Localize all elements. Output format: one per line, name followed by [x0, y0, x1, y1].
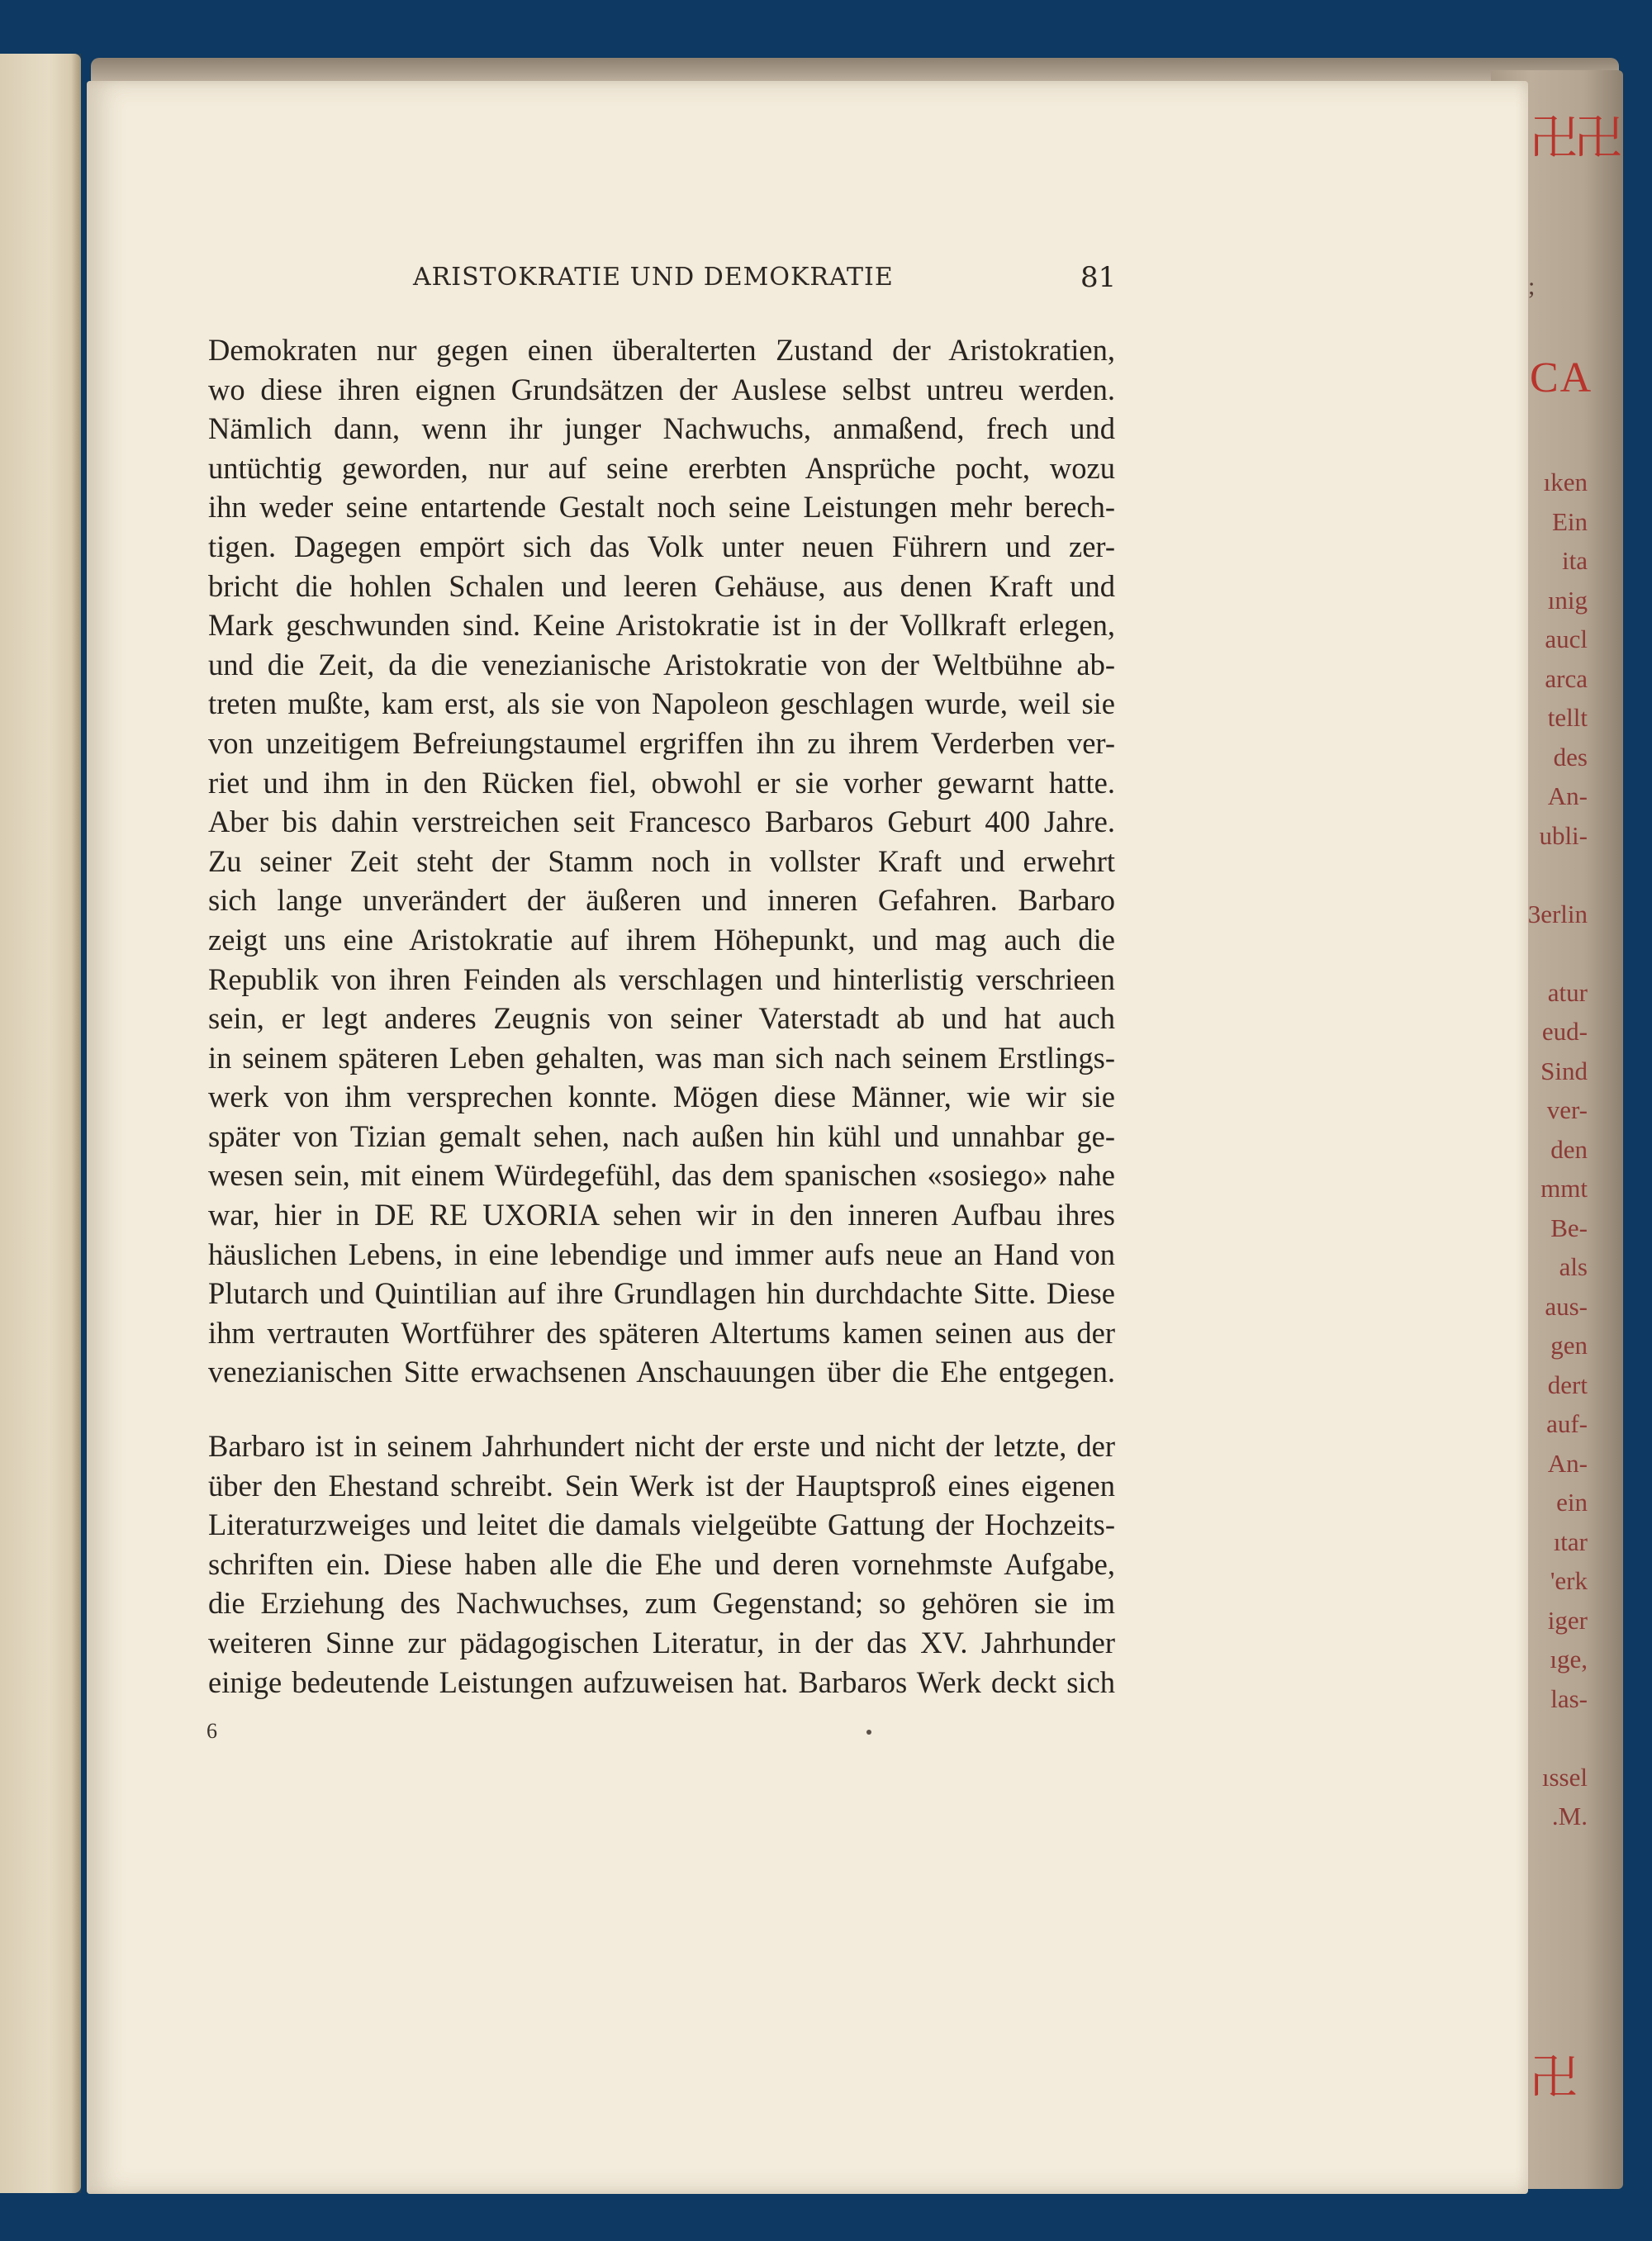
jacket-text-line: iger: [1547, 1605, 1588, 1635]
text-line: ihm vertrauten Wortführer des späteren Altertums kamen seinen aus der: [208, 1315, 1115, 1350]
jacket-text-line: mmt: [1540, 1174, 1588, 1203]
text-line: und die Zeit, da die venezianische Aristokratie von der Weltbühne ab-: [208, 647, 1115, 681]
text-line: treten mußte, kam erst, als sie von Napoleon geschlagen wurde, weil sie: [208, 686, 1115, 721]
jacket-text-line: als: [1559, 1252, 1588, 1281]
text-line: wesen sein, mit einem Würdegefühl, das dem spanischen «sosiego» nahe: [208, 1158, 1115, 1193]
left-page-edge: [0, 54, 81, 2193]
jacket-text-line: ita: [1562, 546, 1588, 575]
text-line: tigen. Dagegen empört sich das Volk unter neuen Führern und zer-: [208, 529, 1115, 563]
jacket-text-line: Ein: [1551, 506, 1588, 536]
text-line: Demokraten nur gegen einen überalterten Zustand der Aristokratien,: [208, 333, 1115, 367]
jacket-text-line: Be-: [1550, 1213, 1588, 1242]
text-line: von unzeitigem Befreiungstaumel ergriffen ihn zu ihrem Verderben ver-: [208, 725, 1115, 760]
jacket-text-line: den: [1550, 1134, 1588, 1164]
text-line: sein, er legt anderes Zeugnis von seiner Vaterstadt ab und hat auch: [208, 1001, 1115, 1036]
greek-key-icon: 卍: [1574, 110, 1620, 166]
jacket-text-line: ıge,: [1550, 1645, 1588, 1674]
jacket-text-line: ıken: [1543, 468, 1588, 496]
jacket-text-line: 3erlin: [1527, 899, 1588, 928]
greek-key-ornament-bottom: [1530, 2049, 1575, 2106]
body-text: [208, 330, 1115, 1702]
paragraph-1: [208, 330, 1115, 1392]
page-number: 81: [1080, 261, 1117, 294]
greek-key-ornament-top: [1530, 110, 1620, 166]
paragraph-gap: [208, 1392, 1115, 1427]
jacket-text-line: arca: [1545, 663, 1588, 693]
text-line: werk von ihm versprechen konnte. Mögen diese Männer, wie wir sie: [208, 1080, 1115, 1114]
text-line: wo diese ihren eignen Grundsätzen der Auslese selbst untreu werden.: [208, 372, 1115, 406]
text-line: venezianischen Sitte erwachsenen Anschauungen über die Ehe entgegen.: [208, 1355, 1115, 1389]
jacket-text-column: [1521, 463, 1588, 1836]
jacket-text-line: ınig: [1547, 585, 1588, 615]
text-line: bricht die hohlen Schalen und leeren Gehäuse, aus denen Kraft und: [208, 568, 1115, 603]
jacket-text-line: ıtar: [1553, 1526, 1588, 1556]
text-line: Plutarch und Quintilian auf ihre Grundlagen hin durchdachte Sitte. Diese: [208, 1276, 1115, 1311]
text-line: riet und ihm in den Rücken fiel, obwohl er sie vorher gewarnt hatte.: [208, 765, 1115, 800]
jacket-text-line: ver-: [1546, 1095, 1588, 1124]
text-line: untüchtig geworden, nur auf seine ererbten Ansprüche pocht, wozu: [208, 450, 1115, 485]
jacket-text-line: dert: [1547, 1370, 1588, 1399]
jacket-text-line: ıssel: [1541, 1762, 1588, 1792]
text-line: Zu seiner Zeit steht der Stamm noch in vollster Kraft und erwehrt: [208, 843, 1115, 878]
text-line: die Erziehung des Nachwuchses, zum Gegenstand; so gehören sie im: [208, 1586, 1115, 1621]
text-line: Republik von ihren Feinden als verschlagen und hinterlistig verschrieen: [208, 961, 1115, 996]
text-line: sich lange unverändert der äußeren und inneren Gefahren. Barbaro: [208, 883, 1115, 918]
jacket-text-line: [1521, 855, 1588, 895]
jacket-text-line: An-: [1547, 1448, 1588, 1478]
text-line: Mark geschwunden sind. Keine Aristokratie ist in der Vollkraft erlegen,: [208, 608, 1115, 643]
jacket-text-line: .M.: [1551, 1802, 1588, 1830]
text-line: Nämlich dann, wenn ihr junger Nachwuchs, anmaßend, frech und: [208, 411, 1115, 446]
paragraph-2: [208, 1427, 1115, 1702]
jacket-text-line: aucl: [1545, 624, 1588, 653]
text-line: in seinem späteren Leben gehalten, was man sich nach seinem Erstlings-: [208, 1040, 1115, 1075]
ink-dot: [866, 1730, 871, 1735]
jacket-title-fragment: CA: [1530, 354, 1593, 401]
running-head-title: ARISTOKRATIE UND DEMOKRATIE: [413, 263, 894, 292]
signature-mark: 6: [206, 1719, 217, 1743]
jacket-text-line: 'erk: [1550, 1566, 1588, 1595]
jacket-text-line: eud-: [1541, 1017, 1588, 1046]
jacket-text-line: des: [1553, 742, 1588, 772]
running-head: [413, 263, 1404, 296]
text-line: einige bedeutende Leistungen aufzuweisen hat. Barbaros Werk deckt sich: [208, 1664, 1115, 1699]
jacket-text-line: gen: [1550, 1331, 1588, 1360]
jacket-text-line: ein: [1556, 1488, 1588, 1517]
text-line: später von Tizian gemalt sehen, nach außen hin kühl und unnahbar ge-: [208, 1118, 1115, 1153]
text-line: war, hier in DE RE UXORIA sehen wir in den inneren Aufbau ihres: [208, 1198, 1115, 1232]
jacket-text-line: [1521, 1718, 1588, 1758]
text-line: Aber bis dahin verstreichen seit Francesco Barbaros Geburt 400 Jahre.: [208, 805, 1115, 839]
text-line: häuslichen Lebens, in eine lebendige und immer aufs neue an Hand von: [208, 1237, 1115, 1271]
greek-key-icon: 卍: [1530, 2049, 1575, 2106]
text-line: ihn weder seine entartende Gestalt noch seine Leistungen mehr berech-: [208, 490, 1115, 525]
jacket-text-line: [1521, 933, 1588, 973]
text-line: Barbaro ist in seinem Jahrhundert nicht der erste und nicht der letzte, der: [208, 1429, 1115, 1464]
jacket-text-line: auf-: [1546, 1409, 1588, 1438]
text-line: über den Ehestand schreibt. Sein Werk ist der Hauptsproß eines eigenen: [208, 1468, 1115, 1503]
jacket-text-line: tellt: [1547, 703, 1588, 732]
text-line: weiteren Sinne zur pädagogischen Literatur, in der das XV. Jahrhunder: [208, 1626, 1115, 1659]
text-line: schriften ein. Diese haben alle die Ehe und deren vornehmste Aufgabe,: [208, 1546, 1115, 1581]
jacket-text-line: Sind: [1540, 1056, 1588, 1085]
text-line: Literaturzweiges und leitet die damals vielgeübte Gattung der Hochzeits-: [208, 1507, 1115, 1542]
jacket-text-line: aus-: [1545, 1291, 1588, 1321]
greek-key-icon: 卍: [1530, 110, 1575, 166]
jacket-text-line: ubli-: [1539, 820, 1588, 850]
jacket-letter-fragment: ;: [1528, 273, 1536, 300]
text-line: zeigt uns eine Aristokratie auf ihrem Höhepunkt, und mag auch die: [208, 922, 1115, 957]
jacket-text-line: An-: [1547, 781, 1588, 810]
jacket-text-line: las-: [1550, 1683, 1588, 1713]
jacket-text-line: atur: [1547, 977, 1588, 1007]
